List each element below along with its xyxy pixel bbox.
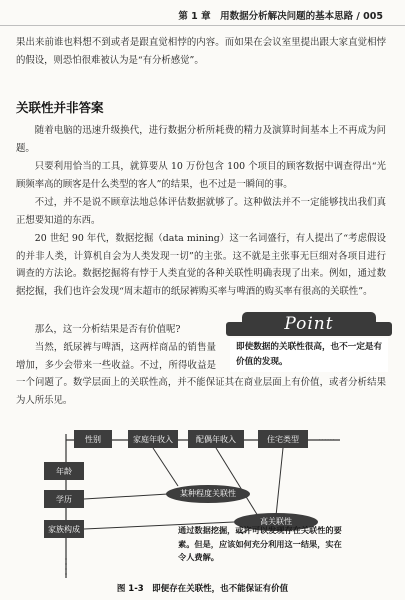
point-title: Point: [284, 314, 334, 334]
paragraph-7-continued: [16, 374, 386, 409]
paragraph-2: 随着电脑的迅速升级换代，进行数据分析所耗费的精力及演算时间基本上不再成为问题。: [16, 125, 386, 154]
node-label-some-relation: 某种程度关联性: [180, 489, 236, 498]
column-label-spouse-income: 配偶年收入: [196, 435, 236, 444]
figure-caption: 图 1-3 即便存在关联性，也不能保证有价值: [116, 584, 289, 594]
paragraph-1: 果出来前谁也料想不到或者是跟直觉相悖的内容。而如果在会议室里提出跟大家直觉相悖的假设，则恐怕很难被认为是“有分析感觉”。: [16, 37, 386, 66]
point-box: [226, 312, 392, 378]
column-label-gender: 性别: [85, 435, 101, 444]
paragraph-3: 只要利用恰当的工具，就算要从 10 万份包含 100 个项目的顾客数据中调查得出“光顾频率高的顾客是什么类型的客人”的结果，也不过是一瞬间的事。: [16, 161, 386, 190]
row-label-family: 家族构成: [48, 525, 80, 534]
relation-line: [216, 448, 258, 516]
point-body: 即使数据的关联性很高，也不一定是有价值的发现。: [230, 338, 388, 372]
row-label-age: 年龄: [56, 467, 72, 476]
paragraph-6: 那么，这一分析结果是否有价值呢?: [34, 324, 181, 335]
column-label-housing-type: 住宅类型: [267, 435, 299, 444]
column-label-household-income: 家庭年收入: [133, 435, 173, 444]
paragraph-5: 20 世纪 90 年代，数据挖掘（data mining）这一名词盛行，有人提出了“考虑假设的并非人类，计算机自会为人类发现一切”的主张。这不就是主张事无巨细对各项目进行调查的方法论。数据挖掘将有悖于人类直觉的各种关联性明确表现了出来。例如，通过数据挖掘，我们也许会发现“周末超市的纸尿裤购买率与啤酒的购买率有很高的关联性”。: [16, 233, 386, 297]
paragraph-7: 当然，纸尿裤与啤酒，这两样商品的销售量增加，多少会带来一些收益。不过，所得收益是: [16, 342, 216, 371]
relation-line: [153, 448, 178, 486]
paragraph-7-tail: 一个问题了。数学层面上的关联性高，并不能保证其在商业层面上有价值，或者分析结果为人所乐见。: [16, 377, 386, 406]
paragraph-4: 不过，并不是说不顾章法地总体评估数据就够了。这种做法并不一定能够找出我们真正想要知道的东西。: [16, 197, 386, 226]
figure-note: 通过数据挖掘，或许可以发现存在关联性的要素。但是，应该如何充分利用这一结果，实在令人费解。: [178, 525, 342, 562]
column-ellipsis: ······: [318, 436, 336, 446]
section-heading: 关联性并非答案: [16, 100, 104, 115]
relation-line: [276, 448, 283, 516]
relation-line: [84, 494, 168, 499]
header-rule: [0, 25, 405, 26]
running-header: 第 1 章 用数据分析解决问题的基本思路 / 005: [178, 11, 383, 22]
row-label-education: 学历: [56, 495, 72, 504]
node-label-high-relation: 高关联性: [260, 517, 292, 526]
figure-1-3: [40, 428, 370, 580]
